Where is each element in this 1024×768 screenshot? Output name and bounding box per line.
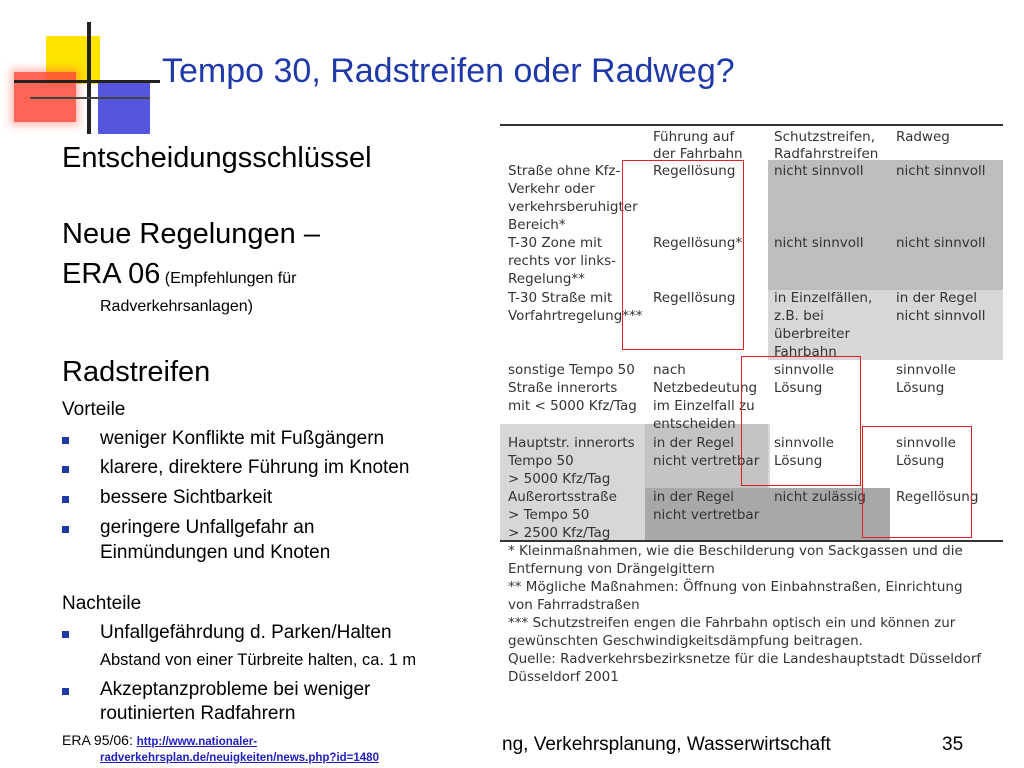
vorteil-item-cont: Einmündungen und Knoten xyxy=(100,542,331,563)
footer-department: ng, Verkehrsplanung, Wasserwirtschaft xyxy=(502,734,831,755)
decision-table xyxy=(500,124,1003,542)
nachteil-item-cont: routinierten Radfahrern xyxy=(100,703,296,724)
table-cell: T-30 Zone mit xyxy=(508,235,603,251)
era-sub-b: Radverkehrsanlagen) xyxy=(100,298,253,315)
vorteil-item: geringere Unfallgefahr an xyxy=(100,517,315,538)
table-cell: Verkehr oder xyxy=(508,181,595,197)
table-cell: Tempo 50 xyxy=(508,453,574,469)
table-header: Schutzstreifen, xyxy=(774,129,876,145)
table-cell: Regellösung xyxy=(653,163,736,179)
table-cell: entscheiden xyxy=(653,416,736,432)
nachteil-item: Akzeptanzprobleme bei weniger xyxy=(100,679,371,700)
table-cell: sinnvolle xyxy=(896,435,956,451)
table-cell: Regellösung xyxy=(653,290,736,306)
table-cell: nicht sinnvoll xyxy=(896,163,986,179)
footnote: von Fahrradstraßen xyxy=(508,597,640,613)
table-cell: im Einzelfall zu xyxy=(653,398,755,414)
table-cell: Regelung** xyxy=(508,271,585,287)
table-header: Radweg xyxy=(896,129,950,145)
era-sub-a: (Empfehlungen für xyxy=(164,270,297,287)
heading-entscheidung: Entscheidungsschlüssel xyxy=(62,142,372,174)
table-header: Radfahrstreifen xyxy=(774,146,879,162)
table-cell: sinnvolle xyxy=(774,435,834,451)
table-cell: T-30 Straße mit xyxy=(508,290,613,306)
footnote-source: Quelle: Radverkehrsbezirksnetze für die Landeshauptstadt Düsseldorf xyxy=(508,651,982,667)
table-cell: nicht zulässig xyxy=(774,489,866,505)
table-cell: Bereich* xyxy=(508,217,566,233)
table-cell: nicht sinnvoll xyxy=(896,308,986,324)
footer-reference xyxy=(62,732,379,764)
footnote: Entfernung von Drängelgittern xyxy=(508,561,715,577)
table-cell: Außerortsstraße xyxy=(508,489,617,505)
table-cell: nicht sinnvoll xyxy=(774,163,864,179)
bullet-icon xyxy=(62,496,69,503)
vorteil-item: klarere, direktere Führung im Knoten xyxy=(100,457,410,478)
table-cell: z.B. bei xyxy=(774,308,824,324)
page-number: 35 xyxy=(942,734,964,755)
table-cell: > 5000 Kfz/Tag xyxy=(508,471,611,487)
table-header: Führung auf xyxy=(653,129,735,145)
footer-label: ERA 95/06: xyxy=(62,732,133,748)
table-cell: Lösung xyxy=(896,380,945,396)
table-cell: Lösung xyxy=(896,453,945,469)
footnote: * Kleinmaßnahmen, wie die Beschilderung von Sackgassen und die xyxy=(508,543,963,559)
table-cell: in der Regel xyxy=(896,290,978,306)
table-header: der Fahrbahn xyxy=(653,146,743,162)
highlight-box xyxy=(622,160,744,350)
era-line xyxy=(62,258,296,291)
slide-title: Tempo 30, Radstreifen oder Radweg? xyxy=(162,52,735,90)
nachteile-label: Nachteile xyxy=(62,593,142,614)
nachteil-note: Abstand von einer Türbreite halten, ca. 1 m xyxy=(100,651,417,669)
vorteile-label: Vorteile xyxy=(62,399,126,420)
table-cell: nicht sinnvoll xyxy=(896,235,986,251)
table-cell: Lösung xyxy=(774,453,823,469)
bullet-icon xyxy=(62,631,69,638)
footnote: gewünschten Geschwindigkeitsdämpfung beitragen. xyxy=(508,633,863,649)
footnote: ** Mögliche Maßnahmen: Öffnung von Einbahnstraßen, Einrichtung xyxy=(508,579,963,595)
bullet-icon xyxy=(62,688,69,695)
table-cell: rechts vor links- xyxy=(508,253,617,269)
highlight-box xyxy=(862,426,972,538)
table-cell: Hauptstr. innerorts xyxy=(508,435,635,451)
table-cell: Regellösung* xyxy=(653,235,743,251)
table-cell: nicht vertretbar xyxy=(653,453,760,469)
table-cell: Lösung xyxy=(774,380,823,396)
table-cell: nicht vertretbar xyxy=(653,507,760,523)
highlight-box xyxy=(741,356,861,486)
table-cell: in der Regel xyxy=(653,489,735,505)
table-cell: sinnvolle xyxy=(774,362,834,378)
table-cell: > 2500 Kfz/Tag xyxy=(508,525,611,541)
heading-neue-regelungen: Neue Regelungen – xyxy=(62,218,320,250)
table-cell: mit < 5000 Kfz/Tag xyxy=(508,398,637,414)
table-cell: verkehrsberuhigter xyxy=(508,199,638,215)
nachteil-item: Unfallgefährdung d. Parken/Halten xyxy=(100,622,392,643)
heading-radstreifen: Radstreifen xyxy=(62,356,211,388)
table-cell: sonstige Tempo 50 xyxy=(508,362,635,378)
vorteil-item: bessere Sichtbarkeit xyxy=(100,487,273,508)
table-cell: Vorfahrtregelung*** xyxy=(508,308,643,324)
table-cell: in der Regel xyxy=(653,435,735,451)
table-cell: Fahrbahn xyxy=(774,344,837,360)
era-main: ERA 06 xyxy=(62,258,161,290)
table-cell: nicht sinnvoll xyxy=(774,235,864,251)
table-cell: Regellösung xyxy=(896,489,979,505)
table-cell: nach xyxy=(653,362,686,378)
table-cell: > Tempo 50 xyxy=(508,507,590,523)
table-cell: Straße innerorts xyxy=(508,380,618,396)
bullet-icon xyxy=(62,526,69,533)
bullet-icon xyxy=(62,437,69,444)
footnote: *** Schutzstreifen engen die Fahrbahn optisch ein und können zur xyxy=(508,615,956,631)
table-cell: sinnvolle xyxy=(896,362,956,378)
table-cell: in Einzelfällen, xyxy=(774,290,873,306)
era-link-cont[interactable]: radverkehrsplan.de/neuigkeiten/news.php?id=1480 xyxy=(100,752,379,764)
vorteil-item: weniger Konflikte mit Fußgängern xyxy=(100,428,385,449)
table-cell: überbreiter xyxy=(774,326,851,342)
table-cell: Netzbedeutung xyxy=(653,380,758,396)
table-cell: Straße ohne Kfz- xyxy=(508,163,621,179)
era-link[interactable]: http://www.nationaler- xyxy=(136,736,258,748)
bullet-icon xyxy=(62,466,69,473)
logo-graphic xyxy=(0,0,160,140)
footnote-source: Düsseldorf 2001 xyxy=(508,669,619,685)
